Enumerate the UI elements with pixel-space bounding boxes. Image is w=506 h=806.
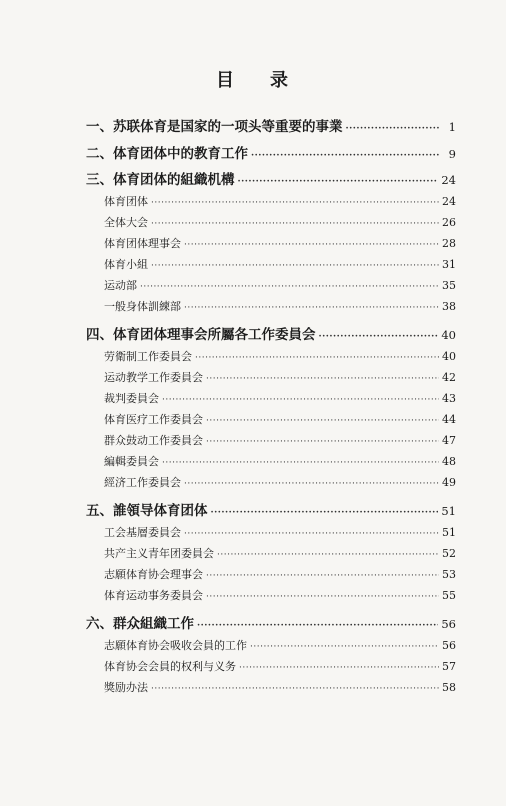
toc-page-number: 40: [442, 350, 456, 363]
toc-chapter: [86, 142, 456, 162]
toc-section-label: 志願体育协会理事会: [104, 568, 203, 581]
toc-section-label: 一般身体訓練部: [104, 300, 181, 313]
toc-page-number: 51: [441, 504, 456, 518]
toc-chapter-label: 二、体育团体中的教育工作: [86, 146, 248, 162]
dot-leader: [217, 550, 439, 560]
toc-section: [104, 545, 456, 561]
toc-section: [104, 587, 456, 603]
dot-leader: [206, 374, 439, 384]
toc-page-number: 42: [442, 371, 456, 384]
toc-chapter-label: 五、誰領导体育团体: [86, 503, 208, 519]
toc-page-number: 55: [442, 589, 456, 602]
toc-page-number: 56: [442, 639, 456, 652]
dot-leader: [184, 479, 439, 489]
toc-section-label: 体育小組: [104, 258, 148, 271]
toc-section: [104, 524, 456, 540]
toc-section: [104, 453, 456, 469]
dot-leader: [346, 124, 440, 134]
toc-section-label: 体育团体: [104, 195, 148, 208]
dot-leader: [211, 508, 439, 518]
toc-page-number: 47: [442, 434, 456, 447]
toc-section: [104, 474, 456, 490]
toc-page-number: 57: [442, 660, 456, 673]
toc-title: [0, 66, 506, 92]
toc-section: [104, 411, 456, 427]
dot-leader: [239, 663, 439, 673]
toc-section: [104, 637, 456, 653]
toc-page-number: 28: [442, 237, 456, 250]
toc-page-number: 1: [448, 120, 456, 134]
toc-section-label: 編輯委員会: [104, 455, 159, 468]
toc-section-label: 劳衛制工作委員会: [104, 350, 192, 363]
toc-section-label: 运动教学工作委員会: [104, 371, 203, 384]
toc-page-number: 53: [442, 568, 456, 581]
dot-leader: [206, 592, 439, 602]
toc-chapter: [86, 499, 456, 519]
toc-section: [104, 566, 456, 582]
toc-section: [104, 679, 456, 695]
toc-section-label: 群众鼓动工作委員会: [104, 434, 203, 447]
toc-chapter: [86, 323, 456, 343]
toc-section: [104, 214, 456, 230]
toc-page-number: 38: [442, 300, 456, 313]
toc-section-label: 体育团体理事会: [104, 237, 181, 250]
toc-page-number: 49: [442, 476, 456, 489]
toc-section: [104, 348, 456, 364]
dot-leader: [162, 458, 439, 468]
toc-title-char-1: 目: [216, 70, 236, 91]
dot-leader: [151, 198, 439, 208]
toc-page-number: 40: [441, 328, 456, 342]
dot-leader: [195, 353, 439, 363]
dot-leader: [206, 571, 439, 581]
toc-section-label: 体育运动事务委員会: [104, 589, 203, 602]
toc-section: [104, 369, 456, 385]
toc-page-number: 43: [442, 392, 456, 405]
toc-section-label: 体育医疗工作委員会: [104, 413, 203, 426]
toc-chapter-label: 一、苏联体育是国家的一项头等重要的事業: [86, 119, 343, 135]
dot-leader: [184, 240, 439, 250]
toc-section-label: 共产主义青年团委員会: [104, 547, 214, 560]
toc-section-label: 运动部: [104, 279, 137, 292]
toc-page-number: 9: [448, 147, 456, 161]
toc-page-number: 44: [442, 413, 456, 426]
toc-title-char-2: 录: [270, 70, 290, 91]
dot-leader: [151, 684, 439, 694]
toc-section-label: 志願体育协会吸收会員的工作: [104, 639, 247, 652]
toc-section-label: 裁判委員会: [104, 392, 159, 405]
dot-leader: [140, 282, 439, 292]
toc-page-number: 56: [441, 617, 456, 631]
toc-section: [104, 235, 456, 251]
dot-leader: [206, 416, 439, 426]
toc-chapter: [86, 612, 456, 632]
toc-section-label: 經济工作委員会: [104, 476, 181, 489]
toc-section: [104, 193, 456, 209]
toc-section-label: 工会基層委員会: [104, 526, 181, 539]
toc-page-number: 31: [442, 258, 456, 271]
dot-leader: [197, 621, 438, 631]
toc-section: [104, 390, 456, 406]
toc-page-number: 48: [442, 455, 456, 468]
toc-page-number: 52: [442, 547, 456, 560]
toc-page-number: 51: [442, 526, 456, 539]
toc-chapter-label: 四、体育团体理事会所屬各工作委員会: [86, 327, 316, 343]
dot-leader: [151, 261, 439, 271]
toc-section-label: 獎励办法: [104, 681, 148, 694]
toc-chapter: [86, 168, 456, 188]
toc-section: [104, 298, 456, 314]
dot-leader: [238, 177, 439, 187]
toc-chapter: [86, 115, 456, 135]
dot-leader: [206, 437, 439, 447]
dot-leader: [251, 151, 439, 161]
toc-chapter-label: 六、群众組織工作: [86, 616, 194, 632]
dot-leader: [162, 395, 439, 405]
dot-leader: [250, 642, 439, 652]
toc-section-label: 体育协会会員的权利与义务: [104, 660, 236, 673]
toc-section: [104, 256, 456, 272]
dot-leader: [151, 219, 439, 229]
dot-leader: [184, 303, 439, 313]
toc-section: [104, 432, 456, 448]
toc-section: [104, 658, 456, 674]
toc-page-number: 58: [442, 681, 456, 694]
toc-section-label: 全体大会: [104, 216, 148, 229]
toc-page-number: 26: [442, 216, 456, 229]
toc-page-number: 35: [442, 279, 456, 292]
dot-leader: [184, 529, 439, 539]
dot-leader: [319, 332, 439, 342]
toc-chapter-label: 三、体育团体的組織机構: [86, 172, 235, 188]
toc-page-number: 24: [442, 195, 456, 208]
toc-section: [104, 277, 456, 293]
toc-page-number: 24: [441, 173, 456, 187]
